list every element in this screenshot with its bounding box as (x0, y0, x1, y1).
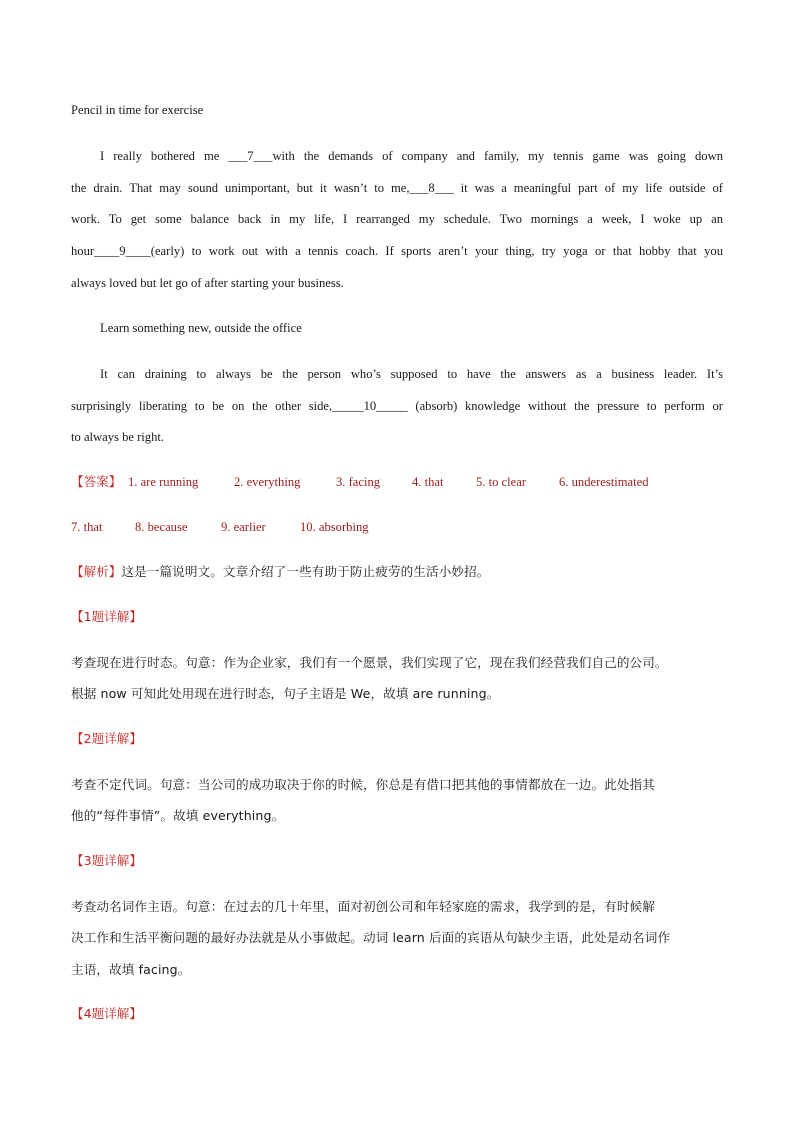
answer-item: 7. that (71, 520, 103, 534)
answer-key-row-2 (71, 519, 723, 537)
passage-line: surprisingly liberating to be on the other side,_____10_____ (absorb) knowledge without the pressure to perform or (71, 399, 723, 413)
passage-line: I really bothered me ___7___with the demands of company and family, my tennis game was going down (100, 149, 723, 163)
section-heading-exercise: Pencil in time for exercise (71, 103, 204, 117)
answer-item: 5. to clear (476, 475, 526, 489)
answer-item: 1. are running (128, 475, 199, 489)
passage-line: hour____9____(early) to work out with a tennis coach. If sports aren’t your thing, try yoga or that hobby that you (71, 244, 723, 258)
passage-line: always loved but let go of after starting your business. (71, 276, 344, 290)
answer-item: 8. because (135, 520, 188, 534)
passage-line: work. To get some balance back in my life, I rearranged my schedule. Two mornings a week, I woke up an (71, 212, 723, 226)
analysis-line (71, 564, 490, 580)
answer-item: 9. earlier (221, 520, 266, 534)
passage-line: to always be right. (71, 430, 165, 444)
detail-line: 根据 now 可知此处用现在进行时态，句子主语是 We，故填 are running。 (71, 686, 500, 701)
detail-title-1: 【1题详解】 (71, 609, 142, 624)
detail-line: 考查动名词作主语。句意：在过去的几十年里，面对初创公司和年轻家庭的需求，我学到的是，有时候解 (71, 899, 655, 914)
answer-key-row-1 (71, 474, 723, 492)
answer-item: 6. underestimated (559, 475, 649, 489)
analysis-label: 【解析】 (71, 564, 122, 579)
detail-line: 决工作和生活平衡问题的最好办法就是从小事做起。动词 learn 后面的宾语从句缺少主语，此处是动名词作 (71, 930, 671, 945)
detail-line: 考查不定代词。句意：当公司的成功取决于你的时候，你总是有借口把其他的事情都放在一边。此处指其 (71, 777, 655, 792)
passage-line: the drain. That may sound unimportant, but it wasn’t to me,___8___ it was a meaningful part of my life outside of (71, 181, 723, 195)
detail-title-3: 【3题详解】 (71, 853, 142, 868)
detail-title-2: 【2题详解】 (71, 731, 142, 746)
detail-line: 他的“每件事情”。故填 everything。 (71, 808, 285, 823)
answer-item: 10. absorbing (300, 520, 369, 534)
detail-title-4: 【4题详解】 (71, 1006, 142, 1021)
answer-item: 4. that (412, 475, 444, 489)
answer-item: 3. facing (336, 475, 381, 489)
passage-line: It can draining to always be the person who’s supposed to have the answers as a business leader. It’s (100, 367, 723, 381)
detail-line: 主语，故填 facing。 (71, 962, 191, 977)
analysis-text: 这是一篇说明文。文章介绍了一些有助于防止疲劳的生活小妙招。 (121, 564, 490, 579)
section-heading-learn: Learn something new, outside the office (100, 321, 302, 335)
answer-key-label: 【答案】 (71, 474, 122, 489)
detail-line: 考查现在进行时态。句意：作为企业家，我们有一个愿景，我们实现了它，现在我们经营我们自己的公司。 (71, 655, 668, 670)
answer-item: 2. everything (234, 475, 301, 489)
